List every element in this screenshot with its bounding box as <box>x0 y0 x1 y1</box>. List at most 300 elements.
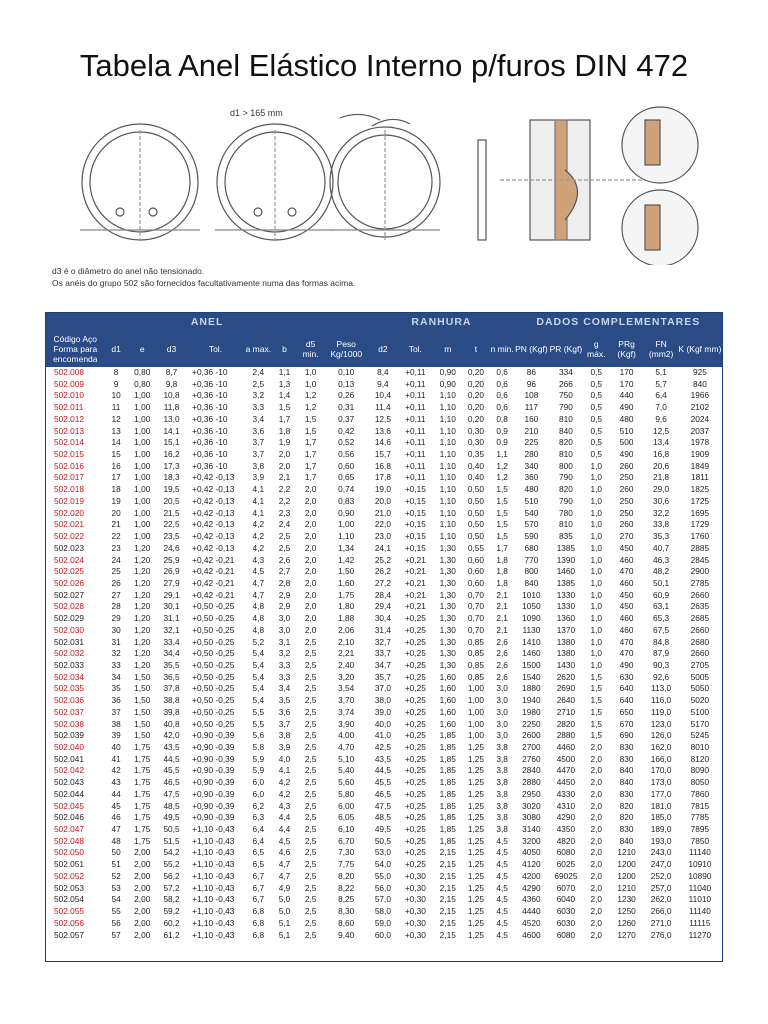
table-cell: 2,00 <box>134 870 151 881</box>
table-cell: 1200 <box>617 870 636 881</box>
table-cell: +1,10 -0,43 <box>192 929 235 940</box>
table-cell: 2,0 <box>590 906 603 917</box>
table-cell: 5,4 <box>252 648 265 659</box>
table-cell: 540 <box>524 507 539 518</box>
table-cell: 4,8 <box>252 613 265 624</box>
table-cell: 13,6 <box>374 425 391 436</box>
table-cell: 15,7 <box>374 449 391 460</box>
table-cell: +0,30 <box>404 870 426 881</box>
table-cell: 50 <box>111 847 121 858</box>
table-cell: 2820 <box>556 718 576 729</box>
table-cell: +0,15 <box>404 531 426 542</box>
table-cell: +0,21 <box>404 601 426 612</box>
table-cell: 28,4 <box>374 589 391 600</box>
table-cell: 2885 <box>690 542 710 553</box>
table-row <box>46 508 722 520</box>
table-cell: 170 <box>619 378 634 389</box>
table-cell: 87,9 <box>653 648 670 659</box>
column-header: Peso Kg/1000 <box>324 331 368 367</box>
table-row <box>46 601 722 613</box>
table-cell: 2660 <box>690 648 710 659</box>
table-cell: 1,20 <box>134 542 151 553</box>
table-cell: 31 <box>111 636 121 647</box>
table-cell: 56,2 <box>163 870 180 881</box>
table-cell: 2,1 <box>496 613 508 624</box>
table-cell: 5,40 <box>338 765 355 776</box>
table-cell: 2,5 <box>304 742 317 752</box>
table-cell: 2,00 <box>134 894 151 905</box>
table-cell: 170 <box>619 367 634 377</box>
table-cell: 1,85 <box>439 742 456 752</box>
table-cell: 44 <box>111 788 121 799</box>
table-cell: 1,25 <box>467 800 485 811</box>
table-row <box>46 566 722 578</box>
table-cell: 14,1 <box>163 425 180 436</box>
table-cell: 3,4 <box>252 413 265 424</box>
table-cell: +0,42 -0,13 <box>192 542 235 553</box>
table-cell: 7,75 <box>338 859 355 870</box>
table-cell: 2,0 <box>304 589 317 600</box>
table-cell: 266 <box>559 378 573 389</box>
table-cell: 1760 <box>690 531 710 542</box>
table-cell: 3,8 <box>496 788 508 799</box>
table-cell: 1270 <box>617 929 636 940</box>
table-cell: 42,5 <box>374 742 391 752</box>
part-code: 502.043 <box>54 777 84 788</box>
table-cell: 2660 <box>690 589 710 600</box>
table-cell: +0,11 <box>405 472 426 483</box>
table-cell: 2,4 <box>278 519 291 530</box>
table-cell: 0,9 <box>496 425 508 436</box>
table-cell: 38,8 <box>163 695 180 706</box>
table-cell: +0,25 <box>404 800 426 811</box>
table-cell: 58,0 <box>374 906 391 917</box>
table-cell: 3,8 <box>496 742 508 752</box>
table-cell: 1,85 <box>439 765 456 776</box>
table-cell: 3020 <box>522 800 541 811</box>
table-cell: 3,20 <box>338 671 355 682</box>
table-cell: 2,2 <box>278 495 291 506</box>
table-cell: 1,20 <box>134 659 151 670</box>
table-cell: 0,30 <box>467 437 485 448</box>
table-cell: 1880 <box>522 683 541 694</box>
table-cell: 0,13 <box>338 378 355 389</box>
table-cell: 19,5 <box>163 484 180 495</box>
table-cell: 0,74 <box>338 484 355 495</box>
table-cell: 5,0 <box>278 906 291 917</box>
table-cell: 1,60 <box>439 718 456 729</box>
table-row <box>46 613 722 625</box>
table-cell: 8,4 <box>377 367 389 377</box>
table-cell: +0,25 <box>404 765 426 776</box>
table-cell: 1090 <box>522 613 541 624</box>
table-cell: 1,20 <box>134 601 151 612</box>
table-cell: 840 <box>524 577 539 588</box>
table-cell: 1,00 <box>134 437 151 448</box>
table-cell: 5,60 <box>338 777 355 788</box>
table-cell: 1,50 <box>134 730 151 741</box>
table-cell: +0,50 -0,25 <box>192 718 235 729</box>
table-cell: 1,25 <box>467 765 485 776</box>
table-cell: 25 <box>111 566 121 577</box>
table-cell: 1,85 <box>439 800 456 811</box>
table-cell: +1,10 -0,43 <box>192 870 235 881</box>
table-cell: 2,0 <box>590 824 603 835</box>
table-cell: +0,11 <box>405 390 426 401</box>
table-cell: +0,25 <box>404 859 426 870</box>
table-cell: 1,25 <box>467 824 485 835</box>
column-header: d3 <box>157 331 186 367</box>
table-cell: 22,0 <box>374 519 391 530</box>
table-cell: 46,3 <box>653 554 670 565</box>
table-cell: 830 <box>619 742 634 752</box>
table-row <box>46 894 722 906</box>
table-cell: 58,2 <box>163 894 180 905</box>
table-cell: 0,90 <box>439 367 456 377</box>
table-cell: 5,4 <box>252 695 265 706</box>
table-row <box>46 730 722 742</box>
table-cell: 2,5 <box>304 659 317 670</box>
table-cell: 270 <box>619 531 634 542</box>
table-cell: 3,3 <box>278 671 291 682</box>
table-cell: 33,4 <box>163 636 180 647</box>
table-cell: 490 <box>619 449 634 460</box>
table-cell: 5,9 <box>252 753 265 764</box>
table-cell: 4,6 <box>278 847 291 858</box>
table-row <box>46 414 722 426</box>
part-code: 502.038 <box>54 718 84 729</box>
column-header: m <box>433 331 462 367</box>
column-header: K (Kgf mm) <box>678 331 722 367</box>
table-cell: 1,10 <box>439 472 456 483</box>
table-cell: 0,85 <box>467 659 485 670</box>
table-cell: 2635 <box>690 601 710 612</box>
table-cell: 1,60 <box>439 671 456 682</box>
table-cell: 2840 <box>522 765 541 776</box>
table-cell: 1,10 <box>439 413 456 424</box>
table-cell: 1,10 <box>439 425 456 436</box>
table-cell: +0,25 <box>404 706 426 717</box>
table-cell: 1330 <box>556 589 576 600</box>
part-code: 502.039 <box>54 730 84 741</box>
table-cell: 2,5 <box>304 671 317 682</box>
table-cell: 4290 <box>522 882 541 893</box>
table-row <box>46 496 722 508</box>
ring-shape-1 <box>80 124 200 240</box>
table-cell: 0,20 <box>467 378 485 389</box>
table-cell: +0,25 <box>404 695 426 706</box>
table-cell: 470 <box>619 648 634 659</box>
table-cell: 20 <box>111 507 121 518</box>
table-cell: 12,5 <box>374 413 391 424</box>
table-cell: 7815 <box>690 800 710 811</box>
table-cell: 1,00 <box>134 413 151 424</box>
table-cell: 1,25 <box>467 742 485 752</box>
table-cell: 50,5 <box>163 824 180 835</box>
table-row <box>46 719 722 731</box>
table-cell: 46,5 <box>374 788 391 799</box>
table-cell: 6040 <box>556 894 576 905</box>
table-cell: 24 <box>111 554 121 565</box>
table-cell: 4,5 <box>252 566 265 577</box>
column-header: n min. <box>490 331 515 367</box>
table-cell: +0,50 -0,25 <box>192 706 235 717</box>
table-cell: 3,0 <box>278 624 291 635</box>
table-cell: 1,7 <box>304 460 317 471</box>
table-cell: 460 <box>619 554 634 565</box>
table-row <box>46 590 722 602</box>
table-cell: 2,5 <box>304 730 317 741</box>
table-cell: 1,10 <box>439 402 456 413</box>
table-cell: 5,10 <box>338 753 355 764</box>
d1-label: d1 > 165 mm <box>230 108 283 118</box>
table-cell: 9,4 <box>377 378 389 389</box>
table-cell: 1729 <box>690 519 710 530</box>
table-cell: +0,36 -10 <box>192 449 228 460</box>
table-cell: 4,9 <box>278 882 291 893</box>
table-cell: 24,1 <box>374 542 391 553</box>
table-cell: 1385 <box>556 577 576 588</box>
part-code: 502.054 <box>54 894 84 905</box>
table-cell: 1,00 <box>467 730 485 741</box>
table-cell: 51 <box>111 859 121 870</box>
part-code: 502.034 <box>54 671 84 682</box>
table-cell: 1,00 <box>467 683 485 694</box>
table-cell: 40,8 <box>163 718 180 729</box>
table-cell: 57,0 <box>374 894 391 905</box>
part-code: 502.016 <box>54 460 84 471</box>
table-cell: 2,5 <box>304 882 317 893</box>
table-cell: 2,5 <box>304 917 317 928</box>
table-cell: 1,50 <box>338 566 355 577</box>
table-cell: 790 <box>559 495 573 506</box>
table-cell: 1460 <box>556 566 576 577</box>
table-cell: 840 <box>559 425 573 436</box>
table-cell: 1,4 <box>278 390 291 401</box>
table-cell: 490 <box>619 402 634 413</box>
table-cell: 0,26 <box>338 390 355 401</box>
table-cell: +0,25 <box>404 742 426 752</box>
table-cell: 1825 <box>690 484 710 495</box>
table-cell: 2785 <box>690 577 710 588</box>
table-cell: 54,2 <box>163 847 180 858</box>
table-cell: 810 <box>559 519 573 530</box>
table-cell: 1,5 <box>590 683 603 694</box>
table-cell: +0,15 <box>404 507 426 518</box>
table-cell: 7895 <box>690 824 710 835</box>
table-cell: 0,50 <box>467 531 485 542</box>
table-cell: 5,9 <box>252 765 265 776</box>
table-cell: 510 <box>524 495 539 506</box>
table-cell: 15,1 <box>163 437 180 448</box>
table-cell: 1,60 <box>439 683 456 694</box>
page-title: Tabela Anel Elástico Interno p/furos DIN 472 <box>79 48 689 83</box>
table-cell: 4,5 <box>496 847 508 858</box>
table-cell: 6,7 <box>252 870 265 881</box>
table-cell: 43 <box>111 777 121 788</box>
table-cell: 4,4 <box>278 824 291 835</box>
table-row <box>46 637 722 649</box>
table-cell: 1,25 <box>467 753 485 764</box>
table-cell: 10,4 <box>374 390 391 401</box>
table-cell: 1,00 <box>134 507 151 518</box>
table-cell: +0,21 <box>404 589 426 600</box>
part-code: 502.014 <box>54 437 84 448</box>
table-cell: 23,5 <box>163 531 180 542</box>
table-cell: 18,3 <box>163 472 180 483</box>
table-cell: +0,25 <box>404 777 426 788</box>
table-cell: 257,0 <box>650 882 672 893</box>
table-cell: 126,0 <box>650 730 672 741</box>
table-cell: 1,00 <box>134 402 151 413</box>
table-cell: 29 <box>111 613 121 624</box>
table-cell: 32,1 <box>163 624 180 635</box>
table-cell: +0,25 <box>404 847 426 858</box>
table-cell: 2,5 <box>304 859 317 870</box>
table-cell: 1,20 <box>134 589 151 600</box>
part-code: 502.050 <box>54 847 84 858</box>
table-cell: 123,0 <box>650 718 672 729</box>
table-cell: 40,0 <box>374 718 391 729</box>
table-cell: 21 <box>111 519 121 530</box>
table-cell: 225 <box>524 437 539 448</box>
table-cell: 2685 <box>690 613 710 624</box>
table-cell: 53 <box>111 882 121 893</box>
table-cell: 2,06 <box>338 624 355 635</box>
table-cell: +0,11 <box>405 425 426 436</box>
part-code: 502.018 <box>54 484 84 495</box>
table-cell: 177,0 <box>650 788 672 799</box>
table-cell: 0,80 <box>134 378 151 389</box>
table-cell: 2,0 <box>304 566 317 577</box>
table-cell: 2640 <box>556 695 576 706</box>
table-cell: 2,0 <box>278 449 291 460</box>
table-cell: 7,30 <box>338 847 355 858</box>
table-cell: 14 <box>111 437 121 448</box>
table-cell: +0,50 -0,25 <box>192 683 235 694</box>
table-cell: +1,10 -0,43 <box>192 859 235 870</box>
table-cell: 1,75 <box>134 800 151 811</box>
table-cell: 3,74 <box>338 706 355 717</box>
table-cell: 6,7 <box>252 882 265 893</box>
table-cell: 1,75 <box>134 824 151 835</box>
part-code: 502.042 <box>54 765 84 776</box>
table-cell: 44,5 <box>163 753 180 764</box>
table-cell: 0,8 <box>496 413 508 424</box>
table-cell: 2,00 <box>134 906 151 917</box>
table-cell: 1,00 <box>134 519 151 530</box>
table-cell: 26,2 <box>374 566 391 577</box>
table-cell: 5,5 <box>252 718 265 729</box>
table-cell: 108 <box>524 390 539 401</box>
table-cell: 6030 <box>556 906 576 917</box>
table-cell: 5005 <box>690 671 710 682</box>
table-row <box>46 660 722 672</box>
table-cell: 1,0 <box>590 531 603 542</box>
table-cell: 2,1 <box>496 624 508 635</box>
table-cell: 8,30 <box>338 906 355 917</box>
table-cell: +0,36 -10 <box>192 460 228 471</box>
table-cell: 0,30 <box>467 425 485 436</box>
table-cell: 1,1 <box>496 449 508 460</box>
table-cell: 2,1 <box>496 589 508 600</box>
table-cell: 1,85 <box>439 730 456 741</box>
table-cell: 1,7 <box>304 472 317 483</box>
part-code: 502.025 <box>54 566 84 577</box>
table-cell: 35,7 <box>374 671 391 682</box>
part-code: 502.021 <box>54 519 84 530</box>
table-cell: +0,25 <box>404 753 426 764</box>
table-cell: 160 <box>524 413 539 424</box>
part-code: 502.052 <box>54 870 84 881</box>
table-row <box>46 930 722 942</box>
table-cell: 2,6 <box>496 648 508 659</box>
table-cell: 0,90 <box>439 378 456 389</box>
table-cell: 4,7 <box>252 589 265 600</box>
table-row <box>46 765 722 777</box>
table-cell: 59,2 <box>163 906 180 917</box>
table-cell: 2,5 <box>304 800 317 811</box>
table-cell: 2024 <box>690 413 710 424</box>
table-cell: 2,15 <box>439 894 456 905</box>
table-cell: 8,25 <box>338 894 355 905</box>
table-cell: 1,75 <box>338 589 355 600</box>
table-cell: 117 <box>524 402 539 413</box>
table-cell: +0,25 <box>404 683 426 694</box>
table-cell: 2,3 <box>278 507 291 518</box>
table-cell: 0,5 <box>590 425 603 436</box>
table-cell: 1,5 <box>590 730 603 741</box>
column-header: t <box>462 331 489 367</box>
table-cell: 2,0 <box>590 859 603 870</box>
table-cell: 210 <box>524 425 539 436</box>
part-code: 502.028 <box>54 601 84 612</box>
table-cell: 2,0 <box>304 507 317 518</box>
table-cell: 40,7 <box>653 542 670 553</box>
table-cell: 25,2 <box>374 554 391 565</box>
table-row <box>46 555 722 567</box>
table-cell: 2,15 <box>439 847 456 858</box>
table-cell: 2,0 <box>590 882 603 893</box>
table-cell: 16,2 <box>163 449 180 460</box>
table-cell: +0,25 <box>404 824 426 835</box>
table-cell: 780 <box>559 507 573 518</box>
table-cell: 1,88 <box>338 613 355 624</box>
table-row <box>46 754 722 766</box>
part-code: 502.048 <box>54 835 84 846</box>
table-cell: 570 <box>524 519 539 530</box>
table-cell: 8,60 <box>338 917 355 928</box>
table-cell: 2,15 <box>439 859 456 870</box>
table-cell: 8050 <box>690 777 710 788</box>
table-cell: 19 <box>111 495 121 506</box>
table-cell: 800 <box>559 460 573 471</box>
table-cell: 1,0 <box>590 507 603 518</box>
table-cell: 340 <box>524 460 539 471</box>
table-cell: 5,4 <box>252 683 265 694</box>
table-cell: 189,0 <box>650 824 672 835</box>
table-cell: 480 <box>619 413 634 424</box>
table-cell: 1,0 <box>590 460 603 471</box>
table-cell: 6,8 <box>252 906 265 917</box>
table-cell: 17,8 <box>374 472 391 483</box>
table-cell: 7,0 <box>655 402 667 413</box>
table-cell: 2,0 <box>590 765 603 776</box>
table-cell: 690 <box>619 730 634 741</box>
table-cell: 820 <box>559 437 573 448</box>
table-cell: 0,52 <box>338 437 355 448</box>
table-cell: 59,0 <box>374 917 391 928</box>
